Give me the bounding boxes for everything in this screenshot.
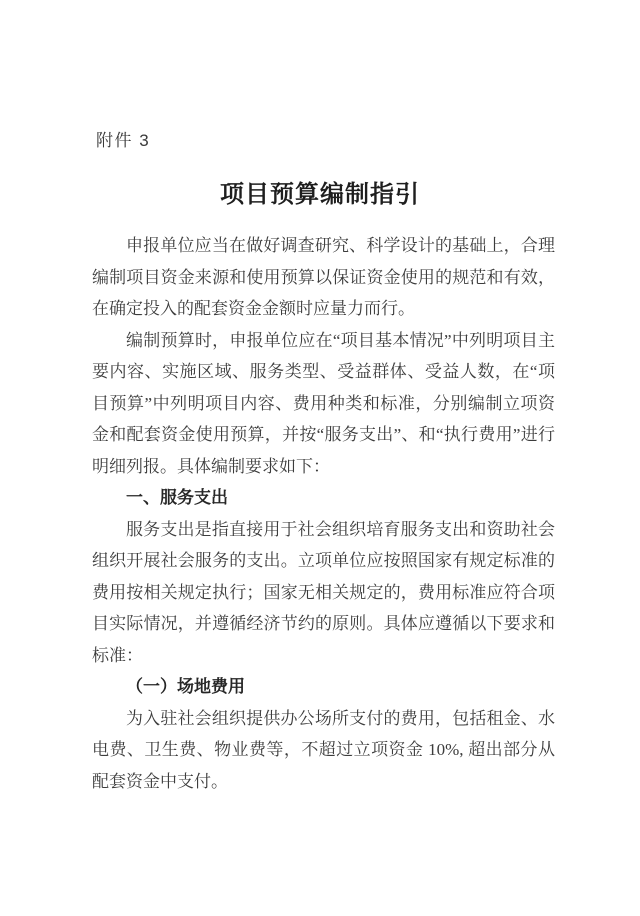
document-body (92, 230, 555, 797)
attachment-label: 附件 3 (96, 131, 151, 150)
venue-fee-paragraph: 为入驻社会组织提供办公场所支付的费用，包括租金、水电费、卫生费、物业费等，不超过立项资金 10%, 超出部分从配套资金中支付。 (92, 708, 555, 791)
section-heading-service-expenditure: 一、服务支出 (126, 488, 228, 507)
service-expenditure-paragraph: 服务支出是指直接用于社会组织培育服务支出和资助社会 组织开展社会服务的支出。立项单位应按照国家有规定标准的费用按相关规定执行；国家无相关规定的，费用标准应符合项目实际情况，并遵循经济节约的原则。具体应遵循以下要求和标准： (92, 519, 555, 665)
intro-paragraph: 申报单位应当在做好调查研究、科学设计的基础上，合理编制项目资金来源和使用预算以保证资金使用的规范和有效，在确定投入的配套资金金额时应量力而行。 (92, 236, 555, 318)
budget-compilation-paragraph: 编制预算时，申报单位应在“项目基本情况”中列明项目主要内容、实施区域、服务类型、受益群体、受益人数，在“项目预算”中列明项目内容、费用种类和标准，分别编制立项资金和配套资金使用预算，并按“服务支出”、和“执行费用”进行明细列报。具体编制要求如下： (92, 330, 555, 476)
subsection-heading-venue-fee: （一）场地费用 (126, 677, 245, 696)
document-title: 项目预算编制指引 (220, 182, 420, 208)
